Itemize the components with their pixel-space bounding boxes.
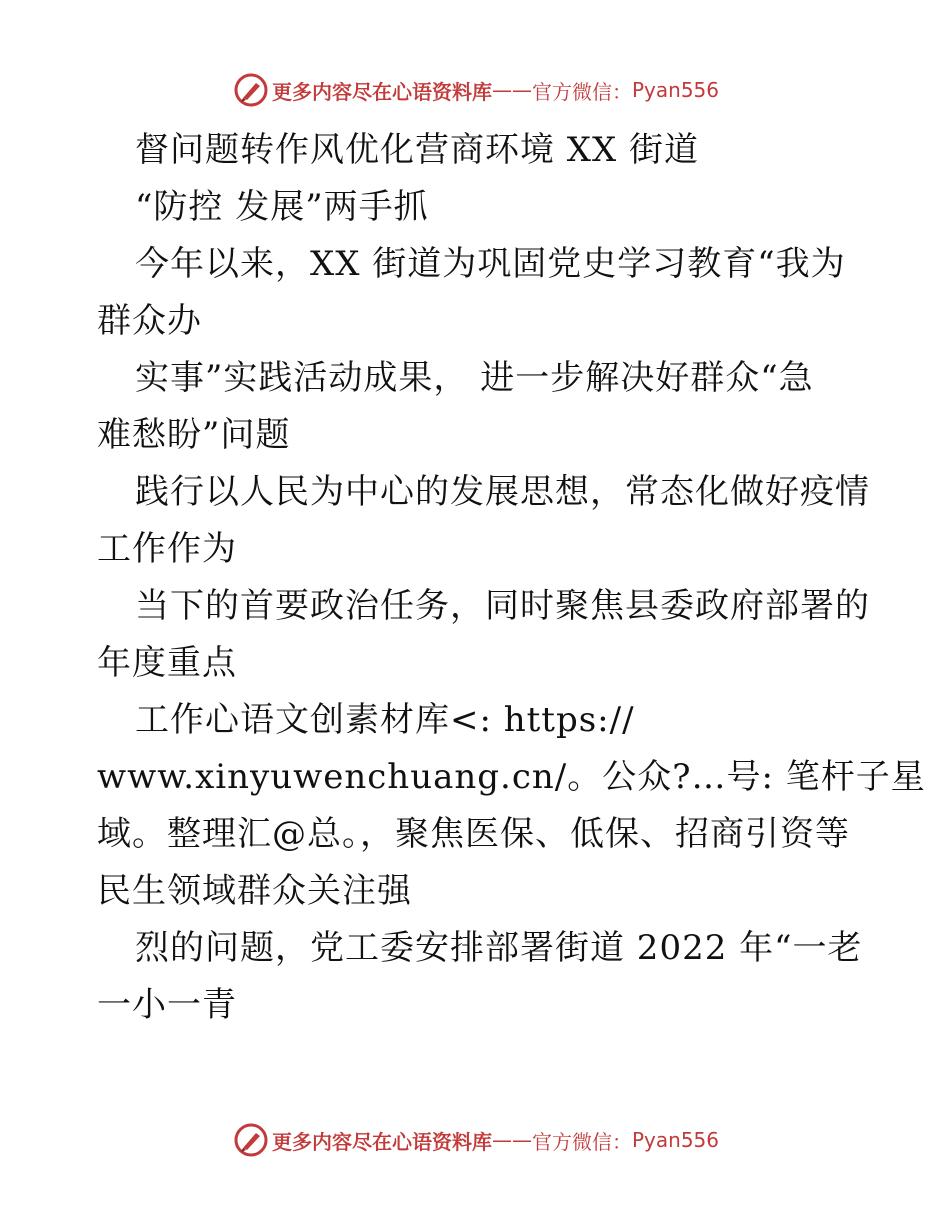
paragraph-line: 践行以人民为中心的发展思想，常态化做好疫情 bbox=[135, 472, 870, 512]
paragraph-line: 域。整理汇@总。，聚焦医保、低保、招商引资等 bbox=[97, 814, 850, 854]
header-wechat-label: 官方微信： bbox=[532, 79, 632, 104]
pen-logo-icon bbox=[234, 1123, 268, 1157]
paragraph-line-title: 督问题转作风优化营商环境 XX 街道 bbox=[135, 130, 700, 170]
footer-banner bbox=[234, 1122, 720, 1158]
paragraph-line: 工作心语文创素材库<: https:// bbox=[135, 700, 635, 740]
paragraph-line: 年度重点 bbox=[97, 643, 237, 683]
paragraph-line: 烈的问题，党工委安排部署街道 2022 年“一老 bbox=[135, 928, 863, 968]
footer-wechat-id: Pyan556 bbox=[632, 1128, 720, 1152]
footer-slogan: 更多内容尽在心语资料库 bbox=[272, 1129, 492, 1154]
paragraph-line: 一小一青 bbox=[97, 985, 237, 1025]
footer-wechat-label: 官方微信： bbox=[532, 1129, 632, 1154]
paragraph-line: 今年以来，XX 街道为巩固党史学习教育“我为 bbox=[135, 244, 846, 284]
document-body bbox=[97, 122, 926, 1034]
paragraph-line: 工作作为 bbox=[97, 529, 237, 569]
header-dash: —— bbox=[492, 78, 532, 102]
paragraph-line: 当下的首要政治任务，同时聚焦县委政府部署的 bbox=[135, 586, 870, 626]
paragraph-line-subtitle: “防控 发展”两手抓 bbox=[135, 187, 429, 227]
paragraph-line-url: www.xinyuwenchuang.cn/。公众?…号: 笔杆子星 bbox=[97, 757, 926, 797]
header-slogan: 更多内容尽在心语资料库 bbox=[272, 79, 492, 104]
footer-dash: —— bbox=[492, 1128, 532, 1152]
header-wechat-id: Pyan556 bbox=[632, 78, 720, 102]
pen-logo-icon bbox=[234, 73, 268, 107]
paragraph-line: 群众办 bbox=[97, 301, 202, 341]
header-banner bbox=[234, 72, 720, 108]
paragraph-line: 民生领域群众关注强 bbox=[97, 871, 412, 911]
paragraph-line: 实事”实践活动成果， 进一步解决好群众“急 bbox=[135, 358, 814, 398]
paragraph-line: 难愁盼”问题 bbox=[97, 415, 291, 455]
